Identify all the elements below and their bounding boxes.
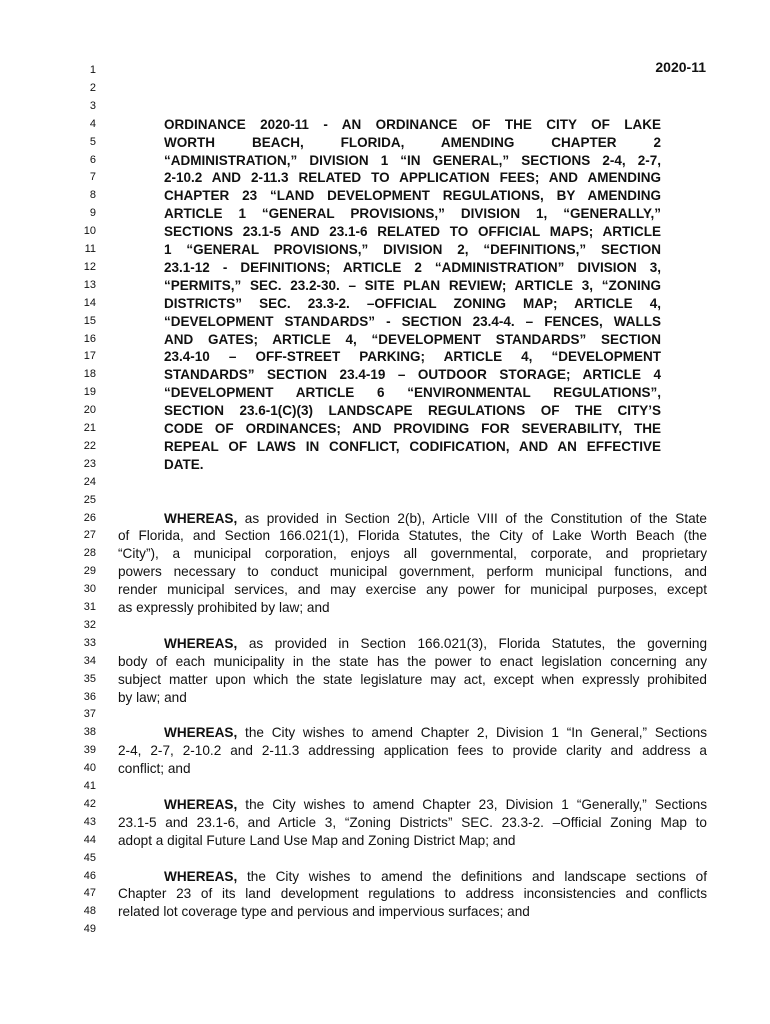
line-number: 23 [83, 457, 96, 470]
line-number: 29 [83, 565, 96, 578]
paragraph-line: render municipal services, and may exercise any power for municipal purposes, except [118, 582, 707, 598]
line-number: 10 [83, 225, 96, 238]
title-line: AND GATES; ARTICLE 4, “DEVELOPMENT STANDARDS” SECTION [164, 331, 661, 347]
paragraph-line: conflict; and [118, 761, 191, 777]
title-line: “PERMITS,” SEC. 23.2-30. – SITE PLAN REVIEW; ARTICLE 3, “ZONING [164, 277, 661, 293]
paragraph-line: related lot coverage type and pervious and impervious surfaces; and [118, 904, 530, 920]
line-number: 15 [83, 314, 96, 327]
paragraph-line: as expressly prohibited by law; and [118, 600, 330, 615]
paragraph-line: 2-4, 2-7, 2-10.2 and 2-11.3 addressing application fees to provide clarity and address a [118, 743, 707, 759]
line-number: 5 [89, 135, 96, 148]
line-number: 4 [89, 117, 96, 130]
whereas-lead: WHEREAS, [164, 796, 238, 812]
line-number: 16 [83, 332, 96, 345]
line-number: 17 [83, 350, 96, 363]
paragraph-line: “City”), a municipal corporation, enjoys all governmental, corporate, and proprietary [118, 546, 707, 562]
line-number: 46 [83, 869, 96, 882]
paragraph-line: 23.1-5 and 23.1-6, and Article 3, “Zoning Districts” SEC. 23.3-2. –Official Zoning Map to [118, 814, 707, 830]
line-number: 36 [83, 690, 96, 703]
line-number: 48 [83, 905, 96, 918]
line-number: 7 [89, 171, 96, 184]
line-number: 25 [83, 493, 96, 506]
line-number: 19 [83, 386, 96, 399]
title-line: 2-10.2 AND 2-11.3 RELATED TO APPLICATION FEES; AND AMENDING [164, 170, 661, 186]
title-line: WORTH BEACH, FLORIDA, AMENDING CHAPTER 2 [164, 134, 661, 150]
line-number: 39 [83, 744, 96, 757]
line-number: 31 [83, 601, 96, 613]
whereas-lead: WHEREAS, [164, 725, 238, 741]
line-number: 32 [83, 618, 96, 631]
title-line: CODE OF ORDINANCES; AND PROVIDING FOR SEVERABILITY, THE [164, 421, 661, 436]
title-line: DISTRICTS” SEC. 23.3-2. –OFFICIAL ZONING MAP; ARTICLE 4, [164, 295, 661, 311]
line-number: 28 [83, 547, 96, 560]
whereas-lead: WHEREAS, [164, 868, 238, 884]
document-number-header: 2020-11 [655, 59, 706, 75]
title-line: “ADMINISTRATION,” DIVISION 1 “IN GENERAL,” SECTIONS 2-4, 2-7, [164, 152, 661, 168]
title-line: 23.4-10 – OFF-STREET PARKING; ARTICLE 4, “DEVELOPMENT [164, 349, 661, 365]
line-number: 40 [83, 762, 96, 775]
title-line: ORDINANCE 2020-11 - AN ORDINANCE OF THE CITY OF LAKE [164, 116, 661, 132]
paragraph-line: WHEREAS, the City wishes to amend Chapter 2, Division 1 “In General,” Sections [164, 725, 707, 741]
line-number: 38 [83, 726, 96, 739]
line-number: 21 [83, 422, 96, 434]
title-line: 23.1-12 - DEFINITIONS; ARTICLE 2 “ADMINISTRATION” DIVISION 3, [164, 259, 661, 275]
whereas-lead: WHEREAS, [164, 510, 238, 526]
paragraph-line: WHEREAS, the City wishes to amend the definitions and landscape sections of [164, 868, 707, 884]
line-number: 3 [89, 99, 96, 112]
paragraph-line: adopt a digital Future Land Use Map and Zoning District Map; and [118, 832, 516, 848]
paragraph-line: body of each municipality in the state has the power to enact legislation concerning any [118, 653, 707, 669]
line-number: 37 [83, 708, 96, 721]
line-number: 43 [83, 815, 96, 828]
line-number: 14 [83, 296, 96, 309]
line-number: 12 [83, 260, 96, 273]
title-line: REPEAL OF LAWS IN CONFLICT, CODIFICATION, AND AN EFFECTIVE [164, 438, 661, 454]
line-number: 45 [83, 851, 96, 864]
line-number: 34 [83, 654, 96, 667]
paragraph-line: Chapter 23 of its land development regulations to address inconsistencies and conflicts [118, 886, 707, 902]
line-number: 44 [83, 833, 96, 846]
title-line: STANDARDS” SECTION 23.4-19 – OUTDOOR STORAGE; ARTICLE 4 [164, 367, 661, 383]
line-number: 20 [83, 404, 96, 417]
line-number: 35 [83, 672, 96, 685]
line-number: 42 [83, 797, 96, 810]
line-number: 30 [83, 583, 96, 596]
line-number: 13 [83, 278, 96, 291]
title-line: SECTIONS 23.1-5 AND 23.1-6 RELATED TO OFFICIAL MAPS; ARTICLE [164, 224, 661, 240]
paragraph-line: WHEREAS, as provided in Section 2(b), Article VIII of the Constitution of the State [164, 510, 707, 526]
line-number: 6 [89, 153, 96, 166]
paragraph-line: WHEREAS, as provided in Section 166.021(3), Florida Statutes, the governing [164, 635, 707, 651]
title-line: SECTION 23.6-1(C)(3) LANDSCAPE REGULATIONS OF THE CITY’S [164, 403, 661, 419]
line-number: 8 [89, 189, 96, 202]
line-number: 24 [83, 475, 96, 488]
paragraph-line: WHEREAS, the City wishes to amend Chapter 23, Division 1 “Generally,” Sections [164, 796, 707, 812]
title-line: “DEVELOPMENT STANDARDS” - SECTION 23.4-4. – FENCES, WALLS [164, 313, 661, 329]
line-number: 27 [83, 529, 96, 542]
paragraph-line: of Florida, and Section 166.021(1), Florida Statutes, the City of Lake Worth Beach (the [118, 528, 707, 544]
title-line: 1 “GENERAL PROVISIONS,” DIVISION 2, “DEFINITIONS,” SECTION [164, 242, 661, 257]
line-number: 47 [83, 887, 96, 900]
paragraph-line: subject matter upon which the state legislature may act, except when expressly prohibited [118, 671, 707, 687]
line-number: 1 [89, 64, 96, 76]
line-number: 18 [83, 368, 96, 381]
line-number: 11 [84, 243, 96, 255]
paragraph-line: powers necessary to conduct municipal government, perform municipal functions, and [118, 564, 707, 580]
title-line: ARTICLE 1 “GENERAL PROVISIONS,” DIVISION 1, “GENERALLY,” [164, 206, 661, 222]
line-number: 26 [83, 511, 96, 524]
line-number: 41 [83, 780, 96, 792]
paragraph-line: by law; and [118, 689, 187, 705]
title-line: DATE. [164, 456, 204, 472]
line-number: 9 [89, 207, 96, 220]
whereas-lead: WHEREAS, [164, 635, 238, 651]
line-number: 22 [83, 439, 96, 452]
line-number: 2 [89, 81, 96, 94]
line-number: 33 [83, 636, 96, 649]
title-line: “DEVELOPMENT ARTICLE 6 “ENVIRONMENTAL REGULATIONS”, [164, 385, 661, 401]
line-number: 49 [83, 923, 96, 936]
title-line: CHAPTER 23 “LAND DEVELOPMENT REGULATIONS, BY AMENDING [164, 188, 661, 204]
